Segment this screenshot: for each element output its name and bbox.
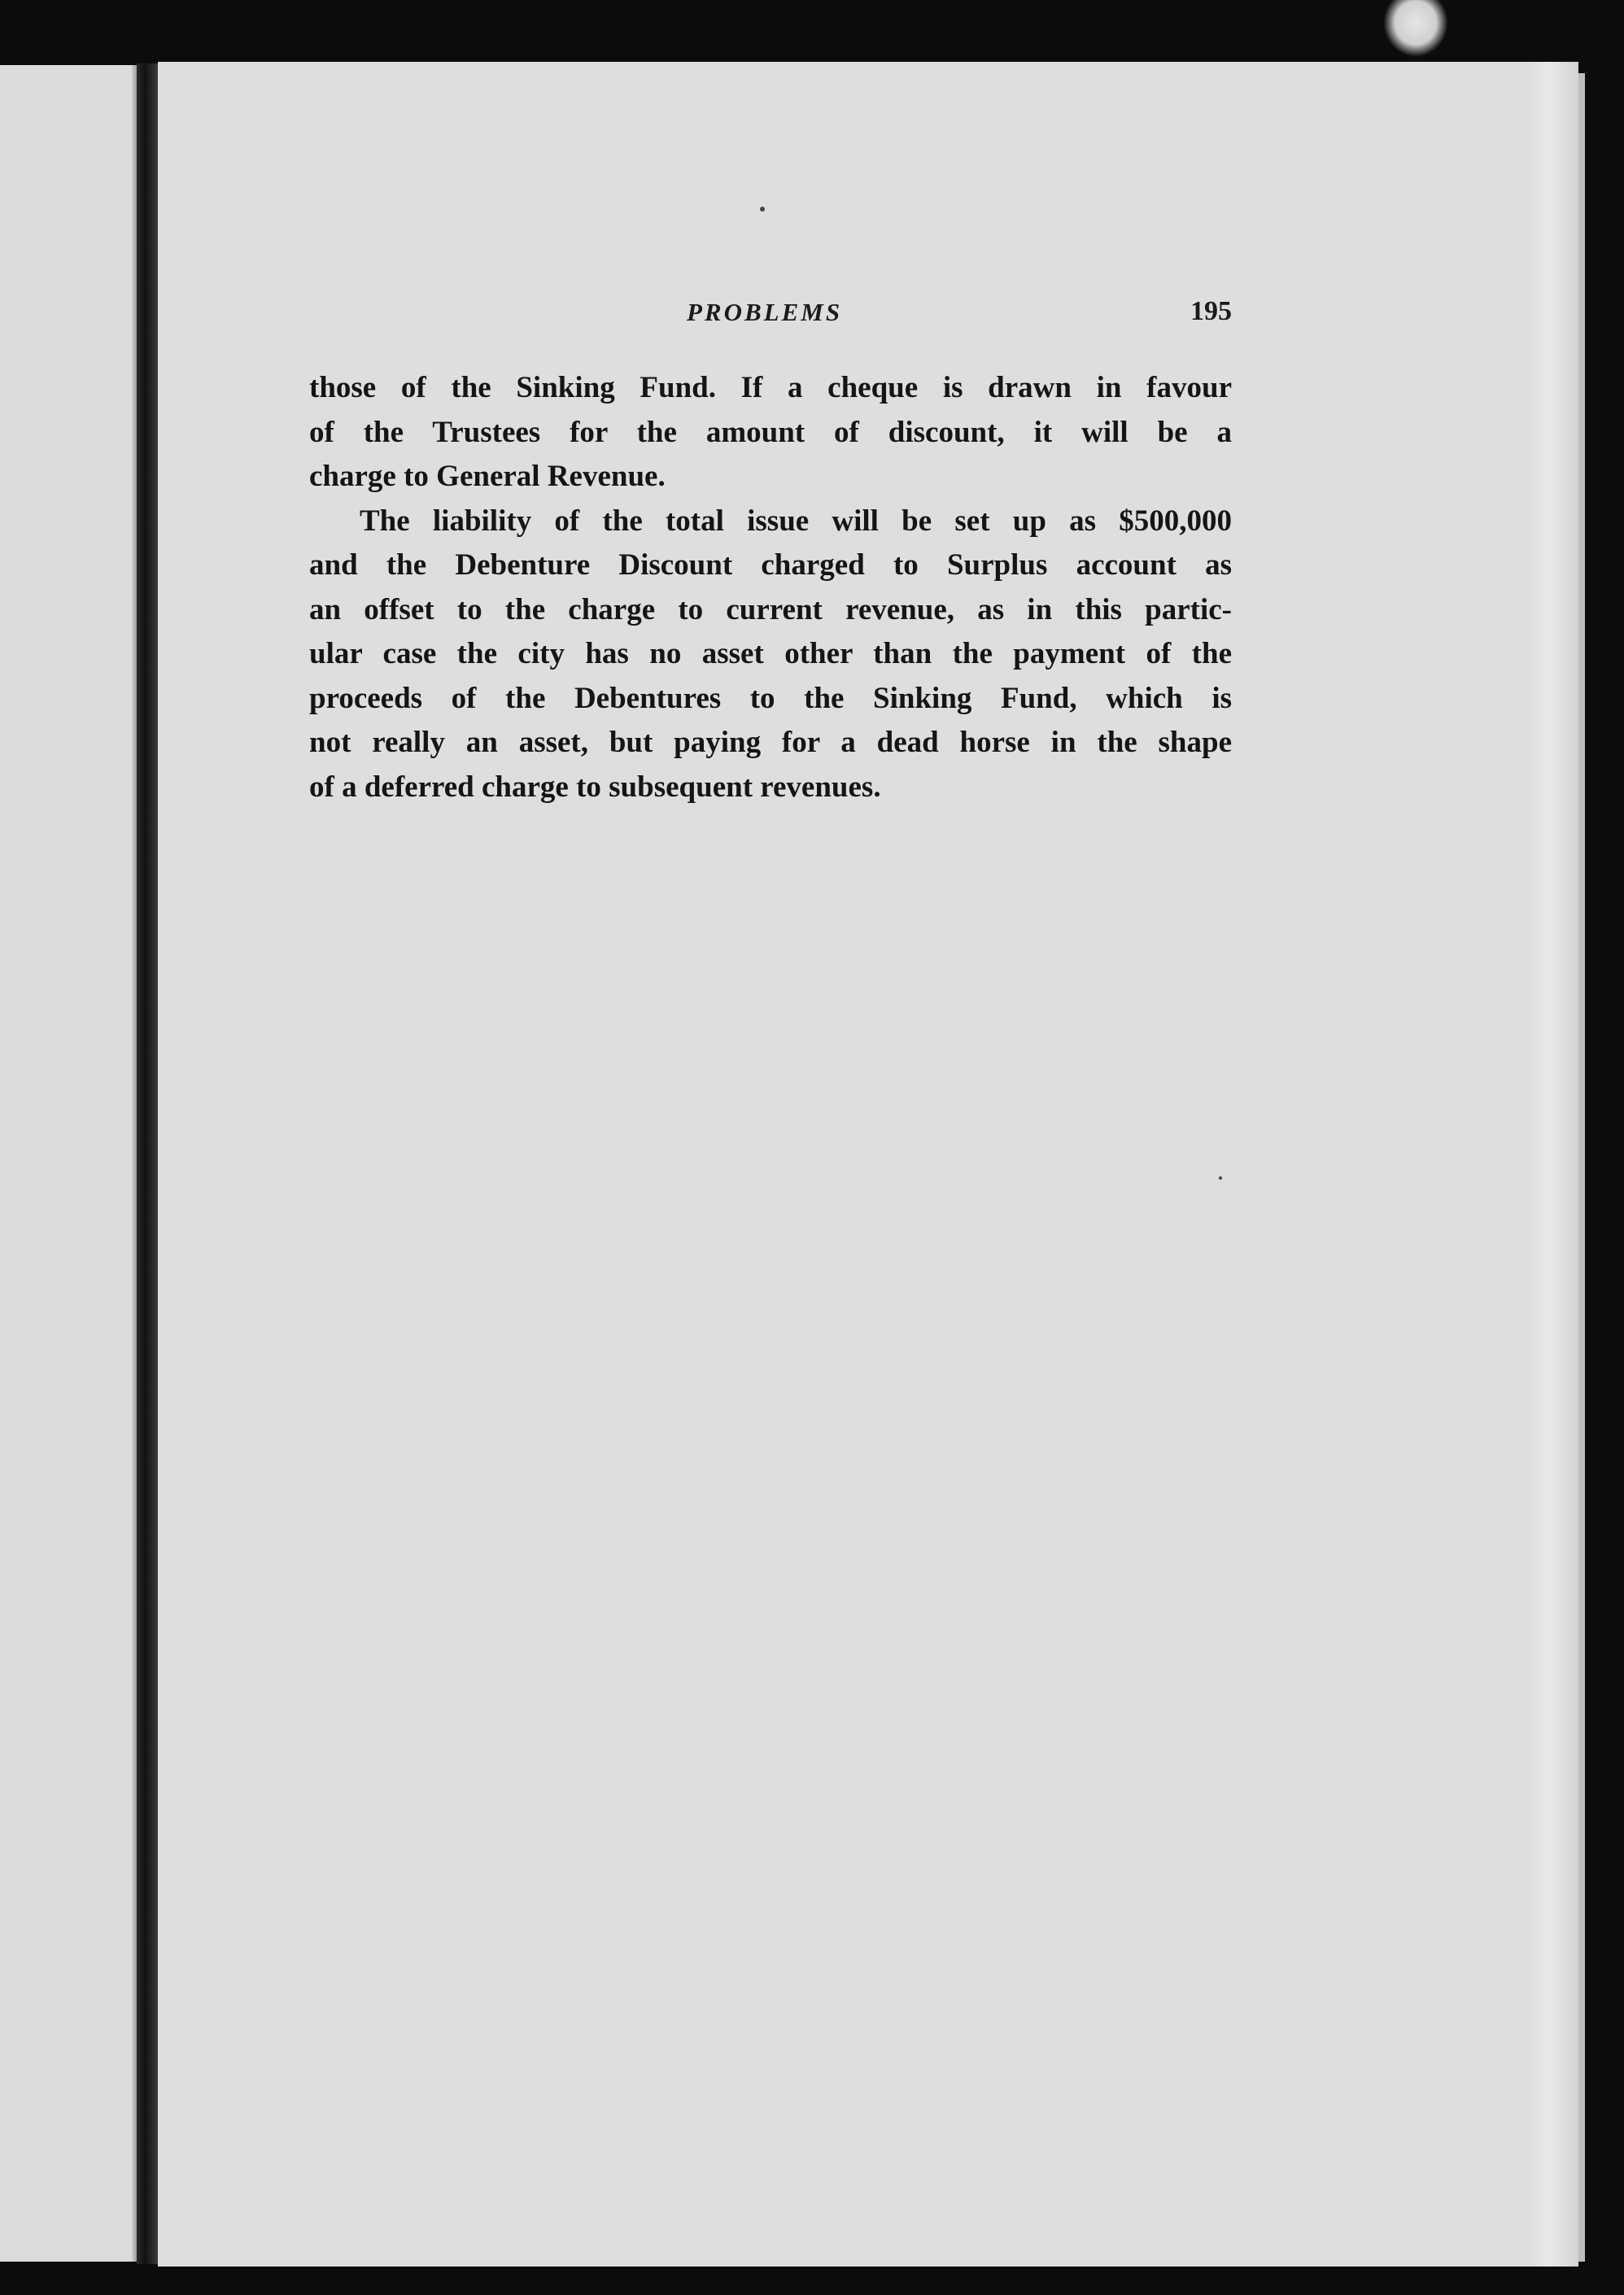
book-gutter <box>137 63 158 2264</box>
ink-speck <box>1219 1176 1222 1180</box>
text-line: The liability of the total issue will be set up as $500,000 <box>360 504 1232 538</box>
ink-speck <box>760 207 765 212</box>
text-line: those of the Sinking Fund. If a cheque is drawn in favour <box>309 371 1232 404</box>
text-line: an offset to the charge to current revenue, as in this partic- <box>309 592 1232 626</box>
page-fore-edge <box>1578 73 1585 2262</box>
text-line: not really an asset, but paying for a dead horse in the shape <box>309 726 1232 759</box>
page-number: 195 <box>1190 296 1232 326</box>
text-line: of the Trustees for the amount of discount, it will be a <box>309 415 1232 449</box>
running-head: PROBLEMS <box>687 298 843 326</box>
text-line: ular case the city has no asset other than the payment of the <box>309 637 1232 670</box>
page-right-margin <box>1530 62 1578 2267</box>
text-line: charge to General Revenue. <box>309 460 666 493</box>
text-line: and the Debenture Discount charged to Surplus account as <box>309 548 1232 582</box>
text-line: of a deferred charge to subsequent revenues. <box>309 770 881 804</box>
paper-scrap <box>1383 0 1448 57</box>
facing-page-edge <box>0 65 137 2262</box>
body-text <box>309 366 1232 809</box>
text-line: proceeds of the Debentures to the Sinking Fund, which is <box>309 681 1232 715</box>
